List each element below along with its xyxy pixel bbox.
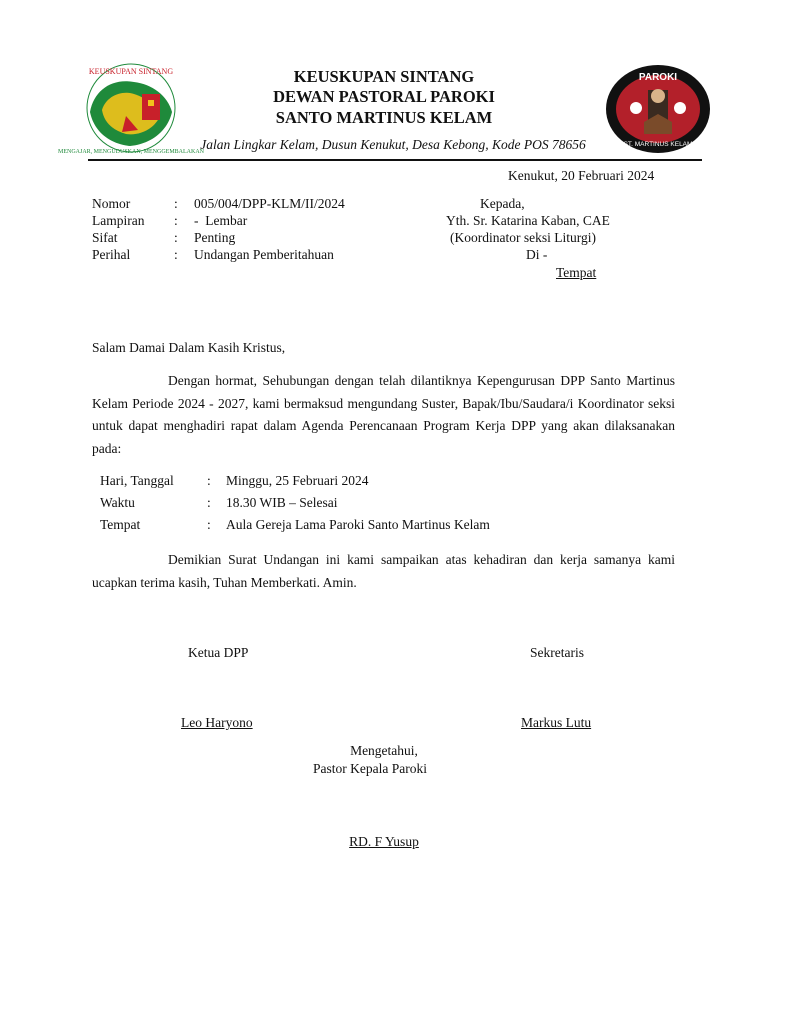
event-value: Minggu, 25 Februari 2024 xyxy=(226,473,369,488)
letter-date: Kenukut, 20 Februari 2024 xyxy=(508,168,655,183)
body-text: Dengan hormat, Sehubungan dengan telah dilantiknya Kepengurusan DPP Santo Martinus Kelam Periode 2024 - 2027, kami bermaksud mengundang Suster, Bapak/Ibu/Saudara/i Koordinator seksi untuk dapat menghadiri rapat dalam Agenda Perencanaan Program Kerja DPP yang akan dilaksanakan pada: xyxy=(92,373,675,456)
meta-label: Perihal xyxy=(92,247,131,262)
recipient-place: Tempat xyxy=(556,265,597,280)
event-sep: : xyxy=(207,473,211,488)
signer-right-title: Sekretaris xyxy=(530,645,584,660)
recipient-role: (Koordinator seksi Liturgi) xyxy=(450,230,596,245)
signer-left-name: Leo Haryono xyxy=(181,715,253,730)
recipient-name: Yth. Sr. Katarina Kaban, CAE xyxy=(446,213,610,228)
recipient-kepada: Kepada, xyxy=(480,196,525,211)
recipient-di: Di - xyxy=(526,247,548,262)
logo-right-bottom: ST. MARTINUS KELAM xyxy=(623,141,693,148)
meta-label: Sifat xyxy=(92,230,118,245)
meta-sep: : xyxy=(174,230,178,245)
header-address: Jalan Lingkar Kelam, Dusun Kenukut, Desa Kebong, Kode POS 78656 xyxy=(200,137,586,152)
logo-left-text: KEUSKUPAN SINTANG xyxy=(88,67,174,76)
acknowledge-line-2: Pastor Kepala Paroki xyxy=(313,761,427,776)
closing-text: Demikian Surat Undangan ini kami sampaikan atas kehadiran dan kerja samanya kami ucapkan terima kasih, Tuhan Memberkati. Amin. xyxy=(92,552,675,590)
event-label: Tempat xyxy=(100,517,141,532)
event-sep: : xyxy=(207,517,211,532)
header-divider xyxy=(88,159,702,161)
logo-left-motto: MENGAJAR, MENGUDUSKAN, MENGGEMBALAKAN xyxy=(57,149,205,155)
meta-value: 005/004/DPP-KLM/II/2024 xyxy=(194,196,345,211)
event-label: Hari, Tanggal xyxy=(100,473,174,488)
signer-left-title: Ketua DPP xyxy=(188,645,249,660)
meta-value: Undangan Pemberitahuan xyxy=(194,247,334,262)
meta-sep: : xyxy=(174,196,178,211)
meta-sep: : xyxy=(174,213,178,228)
event-value: 18.30 WIB – Selesai xyxy=(226,495,338,510)
meta-sep: : xyxy=(174,247,178,262)
header-line-1: KEUSKUPAN SINTANG xyxy=(293,67,475,86)
event-value: Aula Gereja Lama Paroki Santo Martinus Kelam xyxy=(226,517,490,532)
signer-right-name: Markus Lutu xyxy=(521,715,592,730)
pastor-name: RD. F Yusup xyxy=(349,834,419,849)
closing-paragraph xyxy=(92,549,675,594)
body-paragraph xyxy=(92,370,675,460)
event-sep: : xyxy=(207,495,211,510)
logo-right-top: PAROKI xyxy=(638,72,678,83)
header-line-2: DEWAN PASTORAL PAROKI xyxy=(273,87,495,106)
meta-value: Penting xyxy=(194,230,236,245)
acknowledge-line-1: Mengetahui, xyxy=(350,743,418,758)
event-label: Waktu xyxy=(100,495,135,510)
greeting: Salam Damai Dalam Kasih Kristus, xyxy=(92,340,286,355)
meta-value: - Lembar xyxy=(194,213,248,228)
header-line-3: SANTO MARTINUS KELAM xyxy=(275,108,493,127)
meta-label: Nomor xyxy=(92,196,131,211)
meta-label: Lampiran xyxy=(92,213,145,228)
